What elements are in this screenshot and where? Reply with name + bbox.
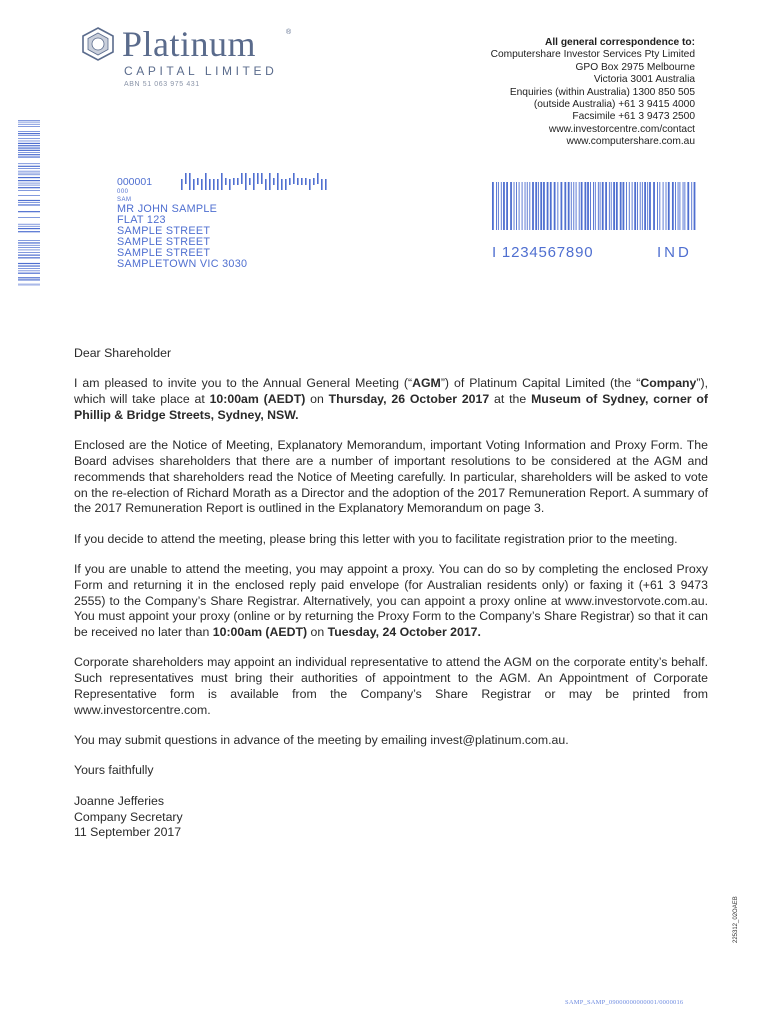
- text-run-bold: Company: [640, 376, 697, 391]
- address-line: SAMPLE STREET: [117, 246, 211, 259]
- text-run: on: [307, 625, 328, 640]
- correspondence-line: Enquiries (within Australia) 1300 850 505: [509, 86, 695, 98]
- closing: Yours faithfully: [74, 763, 154, 778]
- correspondence-line: www.computershare.com.au: [566, 136, 695, 148]
- text-run-bold: 10:00am (AEDT): [212, 625, 308, 640]
- correspondence-heading: All general correspondence to:: [544, 37, 695, 48]
- text-run: on: [305, 392, 329, 407]
- correspondence-line: www.investorcentre.com/contact: [548, 123, 695, 135]
- text-run-bold: Tuesday, 24 October 2017.: [327, 625, 481, 640]
- signatory-name: Joanne Jefferies: [74, 793, 165, 808]
- text-run-bold: Thursday, 26 October 2017: [328, 392, 490, 407]
- text-run-bold: Museum of Sydney, corner of Phillip & Bridge Streets, Sydney, NSW.: [74, 392, 709, 422]
- salutation: Dear Shareholder: [74, 346, 172, 360]
- letter-date: 11 September 2017: [74, 825, 182, 840]
- logo-subtitle: CAPITAL LIMITED: [124, 64, 278, 78]
- footer-code: SAMP_SAMP_09000000000001/0000016: [565, 999, 684, 1006]
- platinum-emblem-icon: [80, 26, 116, 62]
- signature-block: [74, 794, 708, 841]
- signatory-title: Company Secretary: [74, 809, 183, 824]
- paragraph-corporate: Corporate shareholders may appoint an individual representative to attend the AGM on the corporate entity’s behalf. Such representatives must bring their authorities of appointment to the AGM. An Appointment of Corporate Representative form is available from the Company’s Share Registrar or may be printed from www.investorcentre.com.: [74, 655, 708, 717]
- document-code: 225312_02OAEB: [733, 896, 739, 943]
- letter-body: [74, 346, 708, 841]
- correspondence-line: Victoria 3001 Australia: [593, 74, 695, 86]
- address-line: SAMPLE STREET: [117, 224, 211, 237]
- address-sequence-number: 000001: [117, 176, 153, 188]
- text-run-bold: AGM: [412, 376, 441, 391]
- holder-type: IND: [657, 244, 692, 261]
- address-line: SAMPLETOWN VIC 3030: [117, 257, 248, 270]
- correspondence-block: [435, 37, 695, 149]
- correspondence-line: Computershare Investor Services Pty Limited: [490, 49, 695, 61]
- company-abn: ABN 51 063 975 431: [124, 81, 200, 88]
- paragraph-invitation: [74, 376, 708, 423]
- text-run-bold: 10:00am (AEDT): [209, 392, 306, 407]
- correspondence-line: GPO Box 2975 Melbourne: [575, 61, 695, 73]
- margin-barcode-icon: [18, 120, 40, 286]
- logo-registered-mark: ®: [286, 29, 292, 36]
- text-run: at the: [489, 392, 532, 407]
- correspondence-line: (outside Australia) +61 3 9415 4000: [533, 99, 695, 111]
- text-run: ”), which will take place at: [74, 376, 708, 407]
- paragraph-attend: If you decide to attend the meeting, please bring this letter with you to facilitate registration prior to the meeting.: [74, 531, 678, 546]
- mailing-address: [117, 176, 247, 269]
- text-run: ”) of Platinum Capital Limited (the “: [440, 376, 641, 391]
- paragraph-enclosed: Enclosed are the Notice of Meeting, Explanatory Memorandum, important Voting Information and Proxy Form. The Board advises shareholders that there are a number of important resolutions to be considered at the AGM and recommends that shareholders read the Notice of Meeting carefully. In particular, shareholders will be asked to vote on the re-election of Richard Morath as a Director and the adoption of the 2017 Remuneration Report. A summary of the 2017 Remuneration Report is outlined in the Explanatory Memorandum on page 3.: [74, 438, 708, 516]
- address-line: FLAT 123: [117, 213, 166, 226]
- logo-wordmark: Platinum: [122, 24, 257, 64]
- text-run: I am pleased to invite you to the Annual General Meeting (“: [74, 376, 413, 391]
- address-line: SAMPLE STREET: [117, 235, 211, 248]
- address-code: SAM: [117, 197, 132, 203]
- text-run: If you are unable to attend the meeting, you may appoint a proxy. You can do so by completing the enclosed Proxy Form and returning it in the enclosed reply paid envelope (for Australian residents only) or faxing it (+61 3 9473 2555) to the Company’s Share Registrar. Alternatively, you can appoint a proxy online at www.investorvote.com.au. You must appoint your proxy (online or by returning the Proxy Form to the Company’s Share Registrar) so that it can be received no later than: [74, 561, 708, 640]
- paragraph-questions: You may submit questions in advance of the meeting by emailing invest@platinum.com.au.: [74, 733, 569, 748]
- address-line: MR JOHN SAMPLE: [117, 203, 218, 215]
- company-logo: [80, 26, 310, 96]
- paragraph-proxy: [74, 562, 708, 641]
- correspondence-line: Facsimile +61 3 9473 2500: [572, 111, 695, 123]
- address-code: 000: [117, 189, 129, 195]
- holder-barcode-icon: [492, 182, 698, 230]
- holder-reference-number: I 1234567890: [492, 244, 594, 261]
- postal-barcode-icon: [181, 173, 331, 190]
